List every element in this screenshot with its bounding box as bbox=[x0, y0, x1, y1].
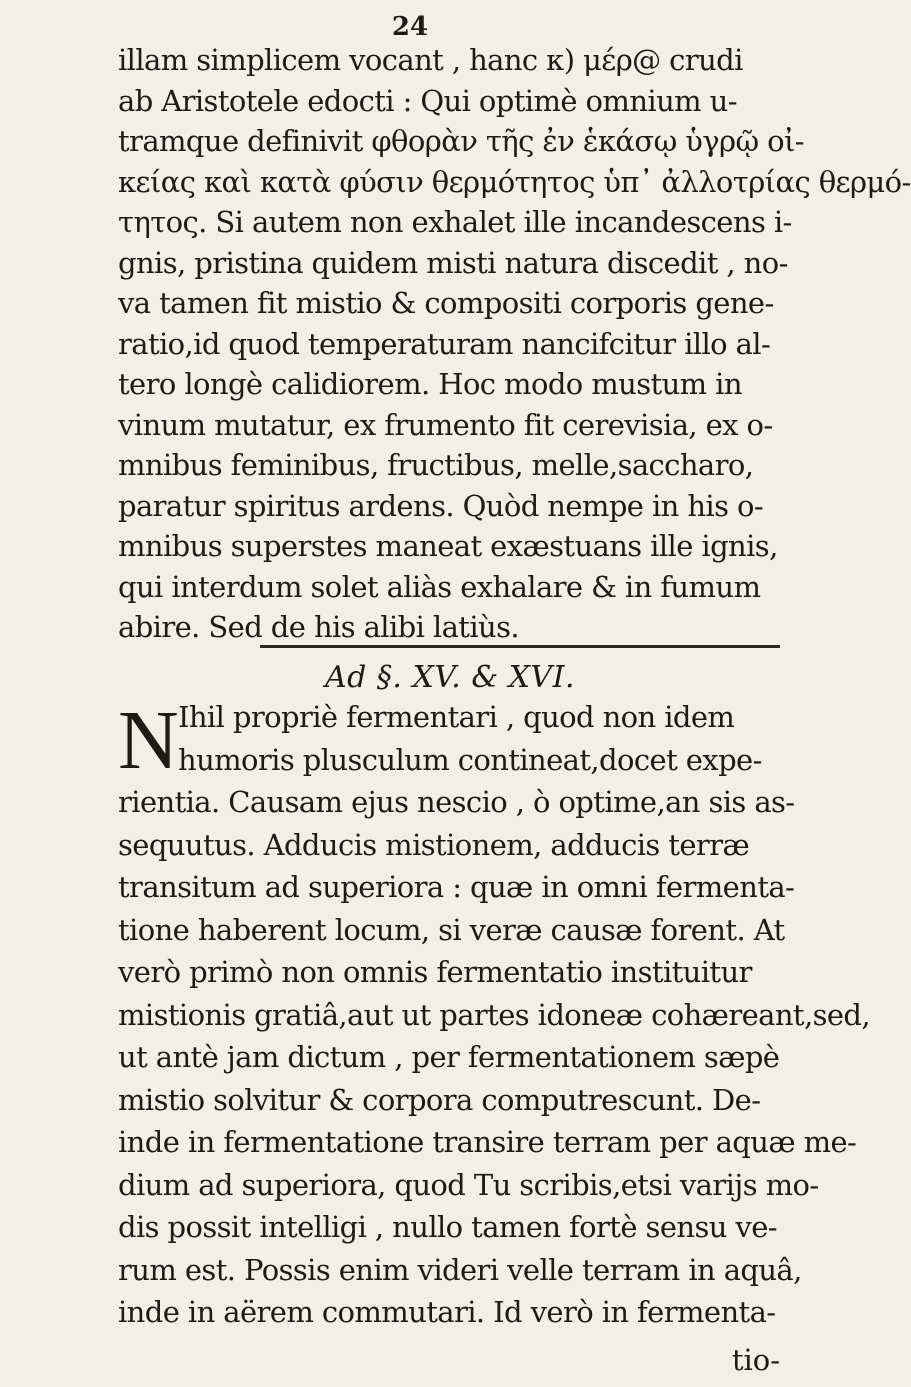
text-line: gnis, pristina quidem misti natura discedit , no- bbox=[118, 245, 788, 280]
text-line: vinum mutatur, ex frumento fit cerevisia, ex o- bbox=[118, 407, 773, 442]
text-line: mnibus feminibus, fructibus, melle,saccharo, bbox=[118, 448, 754, 482]
text-line: ab Aristotele edocti : Qui optimè omnium u- bbox=[118, 83, 737, 118]
text-line: ratio,id quod temperaturam nancifcitur illo al- bbox=[118, 326, 771, 361]
text-line: dium ad superiora, quod Tu scribis,etsi varijs mo- bbox=[118, 1167, 819, 1202]
text-line: κείας καὶ κατὰ φύσιν θερμότητος ὑπ᾽ ἀλλοτρίας θερμό- bbox=[118, 164, 911, 199]
drop-capital: N bbox=[118, 694, 179, 787]
page-number: 24 bbox=[391, 12, 429, 42]
text-line: inde in fermentatione transire terram per aquæ me- bbox=[118, 1125, 857, 1159]
text-line: dis possit intelligi , nullo tamen fortè sensu ve- bbox=[118, 1210, 777, 1244]
text-line: qui interdum solet aliàs exhalare & in fumum bbox=[118, 569, 761, 604]
text-line: Ihil propriè fermentari , quod non idem bbox=[178, 700, 735, 734]
text-line: sequutus. Adducis mistionem, adducis terræ bbox=[118, 827, 750, 862]
text-line: tero longè calidiorem. Hoc modo mustum in bbox=[118, 367, 742, 401]
text-line: tione haberent locum, si veræ causæ forent. At bbox=[118, 912, 785, 947]
section-rule bbox=[260, 645, 780, 648]
text-line: rientia. Causam ejus nescio , ò optime,an sis as- bbox=[118, 785, 795, 819]
text-line: transitum ad superiora : quæ in omni fermenta- bbox=[118, 870, 795, 904]
text-line: rum est. Possis enim videri velle terram in aquâ, bbox=[118, 1252, 802, 1287]
text-line: mnibus superstes maneat exæstuans ille ignis, bbox=[118, 529, 778, 563]
text-line: paratur spiritus ardens. Quòd nempe in his o- bbox=[118, 488, 764, 523]
text-line: tramque definivit φθορὰν τῆς ἐν ἑκάσῳ ὑγρῷ οἰ- bbox=[118, 124, 804, 158]
text-line: inde in aërem commutari. Id verò in fermenta- bbox=[118, 1295, 776, 1329]
text-line: mistionis gratiâ,aut ut partes idoneæ cohæreant,sed, bbox=[118, 997, 871, 1032]
text-line: va tamen fit mistio & compositi corporis gene- bbox=[118, 286, 774, 320]
text-line: mistio solvitur & corpora computrescunt. De- bbox=[118, 1082, 761, 1117]
catchword: tio- bbox=[731, 1343, 780, 1377]
text-line: abire. Sed de his alibi latiùs. bbox=[118, 610, 519, 644]
text-line: ut antè jam dictum , per fermentationem sæpè bbox=[118, 1040, 780, 1074]
text-line: humoris plusculum contineat,docet expe- bbox=[178, 742, 762, 777]
section-heading: Ad §. XV. & XVI. bbox=[325, 660, 575, 695]
text-line: illam simplicem vocant , hanc κ) μέρ@ crudi bbox=[118, 43, 743, 77]
text-line: verò primò non omnis fermentatio instituitur bbox=[118, 955, 752, 989]
text-line: τητος. Si autem non exhalet ille incandescens i- bbox=[118, 205, 792, 239]
